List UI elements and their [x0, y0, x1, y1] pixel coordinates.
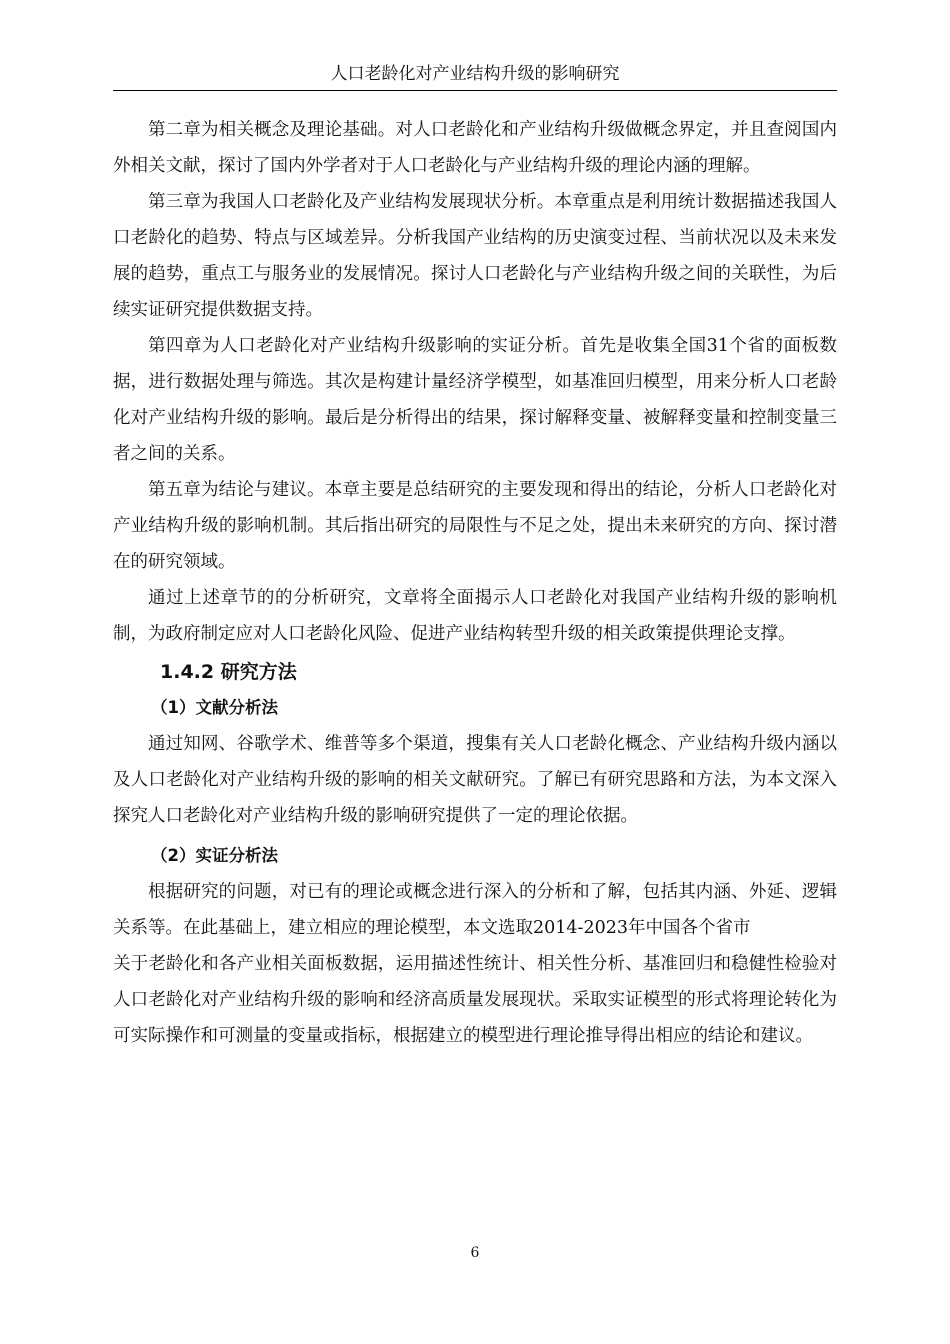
- page-number: 6: [470, 1245, 480, 1261]
- paragraph-empirical-analysis: 根据研究的问题，对已有的理论或概念进行深入的分析和了解，包括其内涵、外延、逻辑关系等。在此基础上，建立相应的理论模型，本文选取2014-2023年中国各个省市: [113, 882, 837, 938]
- subheading-literature-analysis: （1）文献分析法: [151, 698, 278, 717]
- paragraph-chapter-5: 第五章为结论与建议。本章主要是总结研究的主要发现和得出的结论，分析人口老龄化对产业结构升级的影响机制。其后指出研究的局限性与不足之处，提出未来研究的方向、探讨潜在的研究领域。: [113, 480, 837, 572]
- paragraph-chapter-2: 第二章为相关概念及理论基础。对人口老龄化和产业结构升级做概念界定，并且查阅国内外相关文献，探讨了国内外学者对于人口老龄化与产业结构升级的理论内涵的理解。: [113, 120, 837, 176]
- subheading-empirical-analysis: （2）实证分析法: [151, 846, 278, 865]
- paragraph-empirical-analysis-continued: 关于老龄化和各产业相关面板数据，运用描述性统计、相关性分析、基准回归和稳健性检验对人口老龄化对产业结构升级的影响和经济高质量发展现状。采取实证模型的形式将理论转化为可实际操作和可测量的变量或指标，根据建立的模型进行理论推导得出相应的结论和建议。: [113, 954, 837, 1046]
- header-title: 人口老龄化对产业结构升级的影响研究: [330, 64, 620, 84]
- paragraph-summary: 通过上述章节的的分析研究，文章将全面揭示人口老龄化对我国产业结构升级的影响机制，为政府制定应对人口老龄化风险、促进产业结构转型升级的相关政策提供理论支撑。: [113, 588, 837, 644]
- paragraph-chapter-3: 第三章为我国人口老龄化及产业结构发展现状分析。本章重点是利用统计数据描述我国人口老龄化的趋势、特点与区域差异。分析我国产业结构的历史演变过程、当前状况以及未来发展的趋势，重点工与服务业的发展情况。探讨人口老龄化与产业结构升级之间的关联性，为后续实证研究提供数据支持。: [113, 192, 837, 320]
- paragraph-chapter-4: 第四章为人口老龄化对产业结构升级影响的实证分析。首先是收集全国31个省的面板数据，进行数据处理与筛选。其次是构建计量经济学模型，如基准回归模型，用来分析人口老龄化对产业结构升级的影响。最后是分析得出的结果，探讨解释变量、被解释变量和控制变量三者之间的关系。: [113, 336, 837, 464]
- running-header: [113, 62, 837, 91]
- paragraph-literature-analysis: 通过知网、谷歌学术、维普等多个渠道，搜集有关人口老龄化概念、产业结构升级内涵以及人口老龄化对产业结构升级的影响的相关文献研究。了解已有研究思路和方法，为本文深入探究人口老龄化对产业结构升级的影响研究提供了一定的理论依据。: [113, 734, 837, 826]
- section-heading-research-methods: 1.4.2 研究方法: [160, 661, 297, 683]
- page-body: [113, 112, 837, 1054]
